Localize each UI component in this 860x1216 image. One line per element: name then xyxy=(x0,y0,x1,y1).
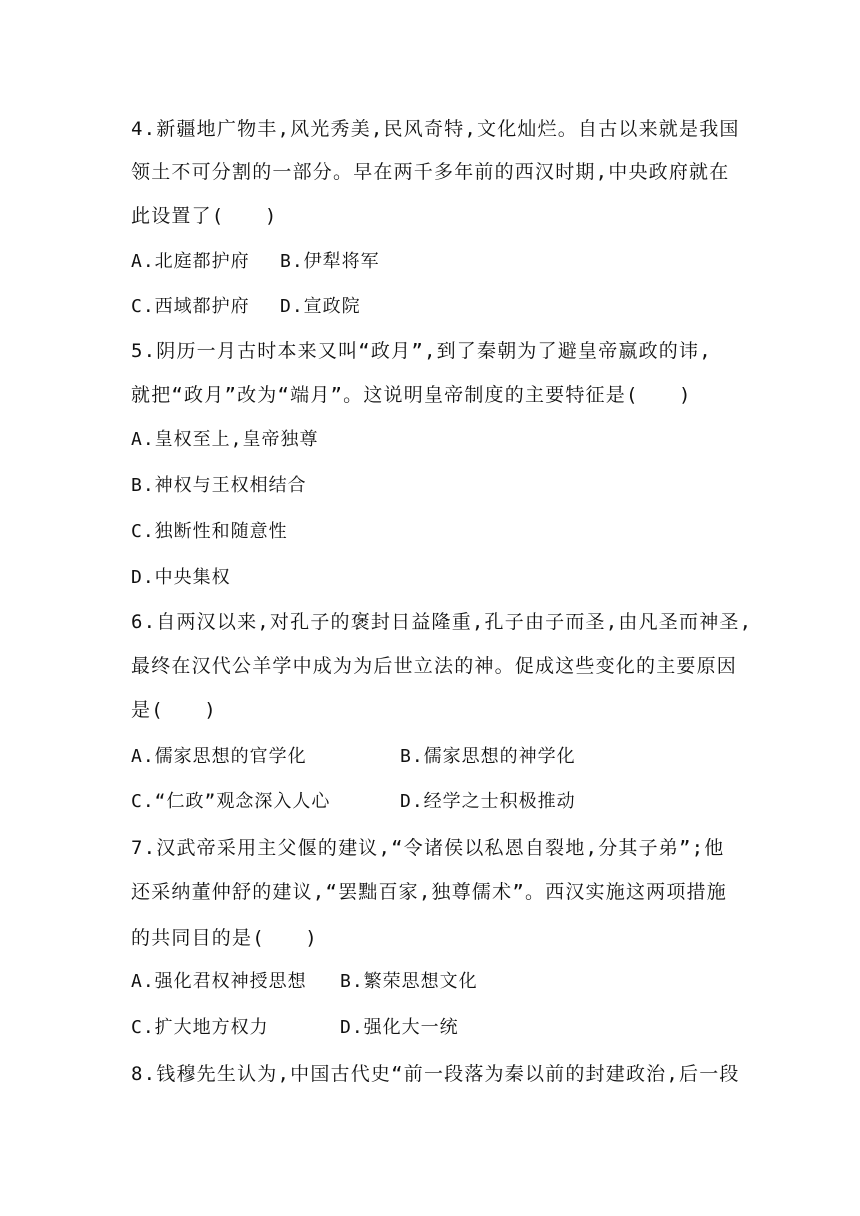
question-5-stem-line-2: 就把“政月”改为“端月”。这说明皇帝制度的主要特征是( ) xyxy=(131,384,692,406)
question-4-option-b: B.伊犁将军 xyxy=(280,251,380,272)
question-5-option-a: A.皇权至上,皇帝独尊 xyxy=(131,429,319,450)
question-5-option-b: B.神权与王权相结合 xyxy=(131,475,307,496)
question-4-option-c: C.西域都护府 xyxy=(131,296,250,317)
question-7-option-b: B.繁荣思想文化 xyxy=(340,971,478,992)
question-7-option-c: C.扩大地方权力 xyxy=(131,1017,269,1038)
question-4-stem-line-2: 领土不可分割的一部分。早在两千多年前的西汉时期,中央政府就在 xyxy=(131,161,730,183)
question-8-stem-line-1: 8.钱穆先生认为,中国古代史“前一段落为秦以前的封建政治,后一段 xyxy=(131,1063,740,1085)
question-6-stem-line-2: 最终在汉代公羊学中成为为后世立法的神。促成这些变化的主要原因 xyxy=(131,655,738,677)
question-7-stem-line-3: 的共同目的是( ) xyxy=(131,927,318,949)
question-4-option-d: D.宣政院 xyxy=(280,296,361,317)
question-6-stem-line-1: 6.自两汉以来,对孔子的褒封日益隆重,孔子由子而圣,由凡圣而神圣, xyxy=(131,611,753,633)
question-5-option-d: D.中央集权 xyxy=(131,567,231,588)
question-4-stem-line-1: 4.新疆地广物丰,风光秀美,民风奇特,文化灿烂。自古以来就是我国 xyxy=(131,118,740,140)
question-4-stem-line-3: 此设置了( ) xyxy=(131,205,278,227)
question-7-stem-line-1: 7.汉武帝采用主父偃的建议,“令诸侯以私恩自裂地,分其子弟”;他 xyxy=(131,837,725,859)
question-6-option-b: B.儒家思想的神学化 xyxy=(400,746,576,767)
question-5-stem-line-1: 5.阴历一月古时本来又叫“政月”,到了秦朝为了避皇帝嬴政的讳, xyxy=(131,340,712,362)
question-6-option-c: C.“仁政”观念深入人心 xyxy=(131,791,331,812)
question-4-option-a: A.北庭都护府 xyxy=(131,251,250,272)
question-7-option-a: A.强化君权神授思想 xyxy=(131,971,307,992)
question-7-option-d: D.强化大一统 xyxy=(340,1017,459,1038)
question-6-option-a: A.儒家思想的官学化 xyxy=(131,746,307,767)
question-7-stem-line-2: 还采纳董仲舒的建议,“罢黜百家,独尊儒术”。西汉实施这两项措施 xyxy=(131,881,727,903)
question-6-option-d: D.经学之士积极推动 xyxy=(400,791,576,812)
question-5-option-c: C.独断性和随意性 xyxy=(131,521,288,542)
question-6-stem-line-3: 是( ) xyxy=(131,699,217,721)
